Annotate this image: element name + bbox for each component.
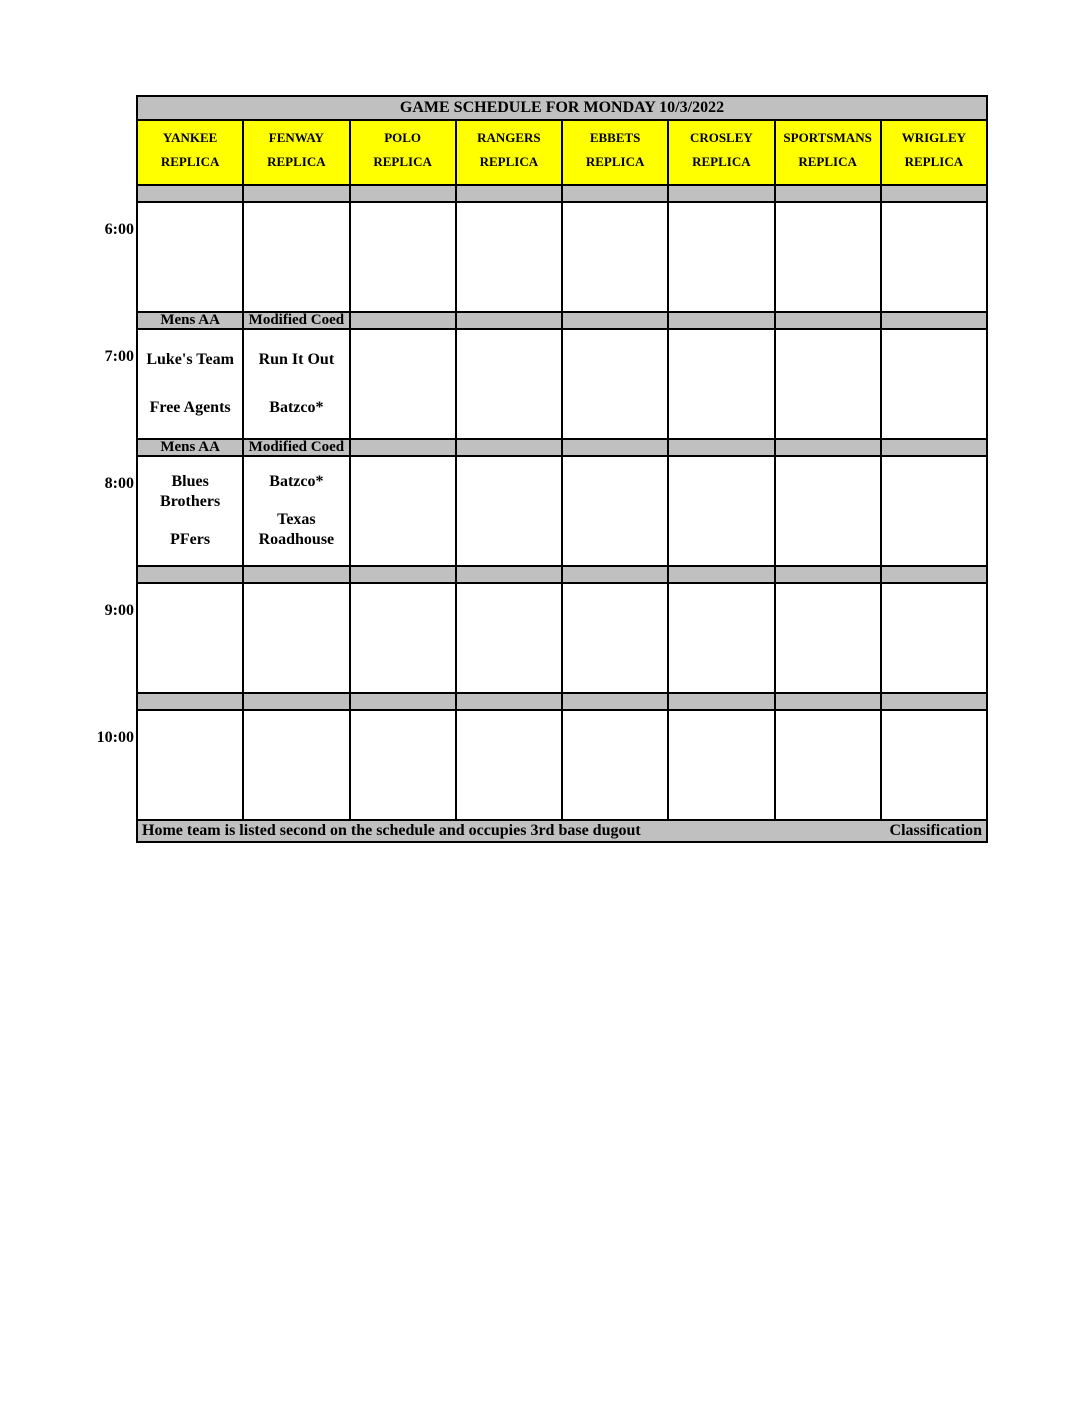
footer-row — [138, 821, 986, 841]
field-subtitle: REPLICA — [904, 154, 964, 169]
classification-legend: Classification — [889, 822, 982, 839]
classification-row — [138, 567, 986, 584]
classification-cell: Mens AA — [138, 440, 244, 455]
classification-cell — [776, 313, 882, 328]
classification-cell: Modified Coed — [244, 313, 350, 328]
classification-cell — [776, 694, 882, 709]
field-subtitle: REPLICA — [798, 154, 857, 169]
game-cell — [776, 330, 882, 438]
game-cell — [351, 584, 457, 692]
classification-cell — [882, 567, 986, 582]
game-cell — [669, 330, 775, 438]
schedule-title: GAME SCHEDULE FOR MONDAY 10/3/2022 — [138, 97, 986, 121]
game-cell — [776, 457, 882, 565]
game-cell — [776, 584, 882, 692]
game-cell — [457, 457, 563, 565]
game-cell — [138, 330, 244, 438]
field-header-row — [138, 121, 986, 186]
field-name: FENWAY — [268, 130, 324, 145]
classification-cell — [351, 440, 457, 455]
classification-cell — [244, 186, 350, 201]
classification-cell — [882, 694, 986, 709]
classification-cell: Mens AA — [138, 313, 244, 328]
classification-cell — [457, 440, 563, 455]
classification-cell — [138, 186, 244, 201]
classification-cell — [351, 186, 457, 201]
time-slots — [138, 186, 986, 821]
classification-cell: Modified Coed — [244, 440, 350, 455]
field-header-yankee — [138, 121, 244, 184]
slot-row — [138, 330, 986, 440]
field-header-ebbets — [563, 121, 669, 184]
classification-cell — [351, 694, 457, 709]
field-header-sportsmans — [776, 121, 882, 184]
classification-cell — [882, 186, 986, 201]
field-header-rangers — [457, 121, 563, 184]
game-cell — [669, 584, 775, 692]
classification-cell — [563, 567, 669, 582]
classification-cell — [457, 694, 563, 709]
game-cell — [351, 203, 457, 311]
game-cell — [563, 584, 669, 692]
field-subtitle: REPLICA — [479, 154, 539, 169]
field-name: SPORTSMANS — [783, 130, 872, 145]
game-cell — [457, 711, 563, 819]
game-cell — [457, 584, 563, 692]
game-cell — [138, 711, 244, 819]
game-cell — [669, 711, 775, 819]
classification-cell — [669, 567, 775, 582]
slot-row — [138, 457, 986, 567]
time-label: 6:00 — [104, 221, 134, 238]
classification-row — [138, 313, 986, 330]
game-cell — [457, 330, 563, 438]
classification-cell — [138, 694, 244, 709]
time-label: 8:00 — [104, 475, 134, 492]
field-subtitle: REPLICA — [267, 154, 326, 169]
field-header-wrigley — [882, 121, 986, 184]
field-header-fenway — [244, 121, 350, 184]
classification-cell — [669, 694, 775, 709]
visiting-team: Batzco* — [269, 473, 324, 490]
classification-cell — [138, 567, 244, 582]
classification-cell — [669, 313, 775, 328]
field-name: WRIGLEY — [901, 130, 967, 145]
game-cell — [882, 584, 986, 692]
game-cell — [244, 711, 350, 819]
classification-cell — [669, 440, 775, 455]
classification-cell — [776, 186, 882, 201]
classification-cell — [563, 694, 669, 709]
game-cell — [776, 203, 882, 311]
classification-cell — [563, 313, 669, 328]
field-name: EBBETS — [589, 130, 641, 145]
game-cell — [138, 203, 244, 311]
field-subtitle: REPLICA — [692, 154, 751, 169]
schedule-table — [136, 95, 988, 843]
home-team: Free Agents — [149, 399, 231, 416]
game-cell — [457, 203, 563, 311]
game-cell — [351, 330, 457, 438]
classification-row — [138, 440, 986, 457]
game-cell — [669, 457, 775, 565]
field-header-crosley — [669, 121, 775, 184]
game-cell — [882, 457, 986, 565]
game-cell — [563, 330, 669, 438]
game-cell — [882, 711, 986, 819]
game-cell — [351, 457, 457, 565]
time-label: 10:00 — [96, 729, 134, 746]
game-cell — [244, 330, 350, 438]
home-team: Texas Roadhouse — [258, 511, 335, 548]
field-name: CROSLEY — [689, 130, 753, 145]
slot-row — [138, 584, 986, 694]
game-cell — [563, 711, 669, 819]
field-subtitle: REPLICA — [160, 154, 220, 169]
classification-cell — [244, 694, 350, 709]
visiting-team: Blues Brothers — [160, 473, 221, 510]
field-header-polo — [351, 121, 457, 184]
home-team: PFers — [170, 531, 211, 548]
game-cell — [351, 711, 457, 819]
game-cell — [669, 203, 775, 311]
classification-cell — [776, 440, 882, 455]
game-cell — [244, 457, 350, 565]
game-cell — [244, 584, 350, 692]
classification-cell — [457, 186, 563, 201]
classification-cell — [563, 186, 669, 201]
game-cell — [776, 711, 882, 819]
game-cell — [563, 203, 669, 311]
classification-cell — [351, 567, 457, 582]
classification-cell — [882, 440, 986, 455]
classification-cell — [457, 567, 563, 582]
classification-row — [138, 186, 986, 203]
home-team: Batzco* — [269, 399, 324, 416]
game-cell — [138, 584, 244, 692]
field-name: YANKEE — [162, 130, 218, 145]
game-cell — [882, 203, 986, 311]
game-cell — [138, 457, 244, 565]
slot-row — [138, 203, 986, 313]
game-cell — [882, 330, 986, 438]
field-name: RANGERS — [477, 130, 541, 145]
classification-cell — [669, 186, 775, 201]
game-cell — [244, 203, 350, 311]
classification-row — [138, 694, 986, 711]
visiting-team: Run It Out — [258, 351, 335, 368]
classification-cell — [457, 313, 563, 328]
classification-cell — [351, 313, 457, 328]
time-label: 7:00 — [104, 348, 134, 365]
field-subtitle: REPLICA — [585, 154, 645, 169]
visiting-team: Luke's Team — [146, 351, 234, 368]
home-team-note: Home team is listed second on the schedule and occupies 3rd base dugout — [142, 822, 641, 839]
field-subtitle: REPLICA — [373, 154, 432, 169]
slot-row — [138, 711, 986, 821]
field-name: POLO — [384, 130, 422, 145]
time-label: 9:00 — [104, 602, 134, 619]
classification-cell — [244, 567, 350, 582]
classification-cell — [776, 567, 882, 582]
classification-cell — [563, 440, 669, 455]
game-cell — [563, 457, 669, 565]
classification-cell — [882, 313, 986, 328]
